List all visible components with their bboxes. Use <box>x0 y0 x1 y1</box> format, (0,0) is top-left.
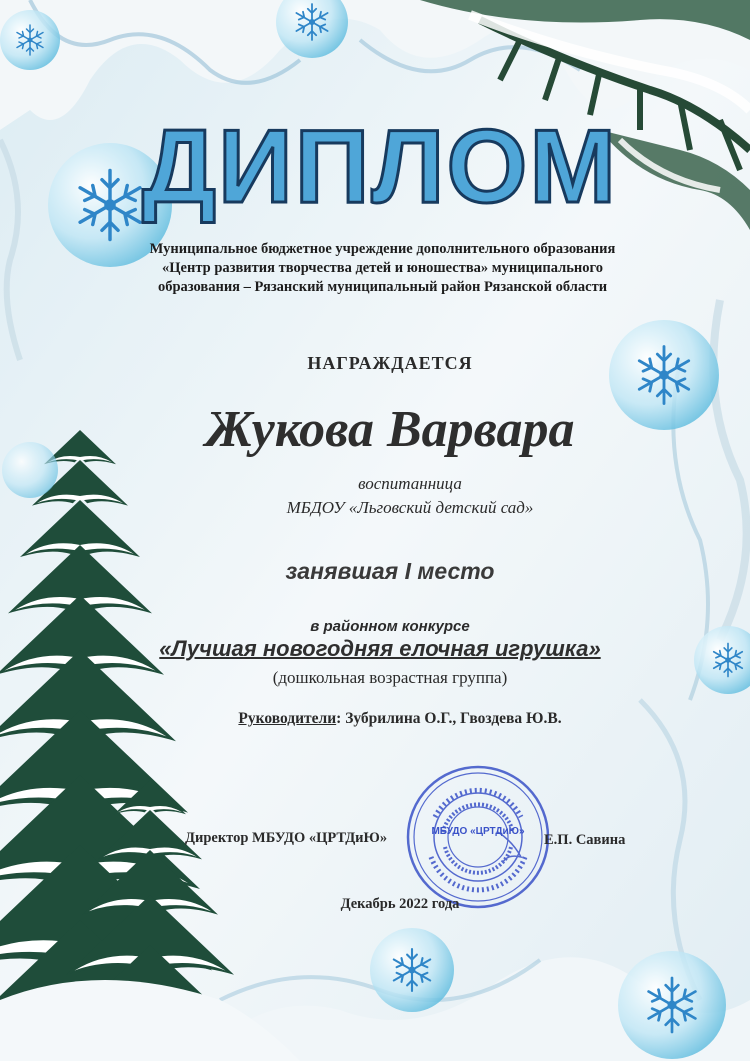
institution-name <box>95 240 670 297</box>
place-awarded: занявшая I место <box>285 558 495 584</box>
recipient-name: Жукова Варвара <box>205 401 575 458</box>
institution-line: «Центр развития творчества детей и юношества» муниципального <box>162 260 603 276</box>
contest-intro: в районном конкурсе <box>310 618 470 635</box>
diploma-title: ДИПЛОМ <box>141 109 619 225</box>
institution-line: образования – Рязанский муниципальный район Рязанской области <box>157 279 608 295</box>
director-name: Е.П. Савина <box>544 832 626 848</box>
leaders-names: : Зубрилина О.Г., Гвоздева Ю.В. <box>336 710 562 727</box>
leaders-label: Руководители <box>238 710 337 727</box>
institution-line: Муниципальное бюджетное учреждение дополнительного образования <box>149 241 616 257</box>
contest-name-text: «Лучшая новогодняя елочная игрушка» <box>159 636 601 661</box>
recipient-role: воспитанница <box>358 474 462 493</box>
age-group: (дошкольная возрастная группа) <box>272 668 508 687</box>
recipient-organization: МБДОУ «Льговский детский сад» <box>286 498 534 517</box>
issue-date: Декабрь 2022 года <box>340 896 460 912</box>
contest-name <box>90 636 670 662</box>
director-label: Директор МБУДО «ЦРТДиЮ» <box>185 830 388 846</box>
official-stamp-icon <box>403 762 553 912</box>
stamp-center-text: МБУДО «ЦРТДиЮ» <box>431 826 525 837</box>
leaders-line <box>150 710 650 728</box>
awarded-label: НАГРАЖДАЕТСЯ <box>307 353 473 373</box>
